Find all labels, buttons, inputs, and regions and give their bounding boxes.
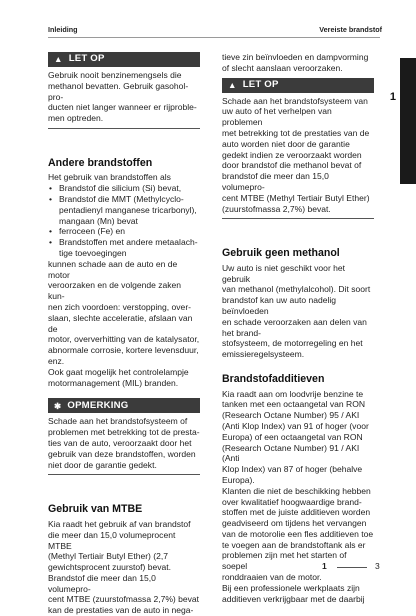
- note-line: niet door de garantie gedekt.: [48, 459, 157, 470]
- paragraph-line: tanken met een octaangetal van RON: [222, 399, 366, 410]
- paragraph-line: gewichtsprocent zuurstof) bevat.: [48, 562, 172, 573]
- paragraph-line: over kwalitatief hoogwaardige brand-: [222, 496, 362, 507]
- warning-triangle-icon: ▲: [228, 79, 237, 90]
- paragraph-line: (Anti Klop Index) van 91 of hoger (voor: [222, 420, 369, 431]
- warning-box-header: [48, 52, 200, 67]
- page-header-right: Vereiste brandstof: [319, 25, 382, 34]
- paragraph-line: slaan, slechte acceleratie, afslaan van de: [48, 312, 193, 334]
- paragraph-line: van de motorolie een fles additieven toe: [222, 528, 374, 539]
- paragraph-line: van methanol (methylalcohol). Dit soort: [222, 284, 371, 295]
- paragraph-line: nen zich voordoen: verstopping, over-: [48, 302, 192, 313]
- warning-box-header: [222, 78, 374, 93]
- fuel-list: [48, 183, 200, 259]
- section-heading-other-fuels: Andere brandstoffen: [48, 156, 153, 169]
- warning-line: methanol bevatten. Gebruik gasoholpro-: [48, 80, 189, 102]
- note-line: Schade aan het brandstofsysteem of: [48, 416, 188, 427]
- list-item: • Brandstof die silicium (Si) bevat,: [48, 183, 200, 194]
- note-line: gebruik van deze brandstoffen, worden: [48, 448, 196, 459]
- paragraph-line: en schade veroorzaken aan delen van het brand-: [222, 316, 367, 338]
- warning-line: brandstof die meer dan 15,0 volumepro-: [222, 171, 329, 192]
- paragraph-line: Bij een professionele werkplaats zijn: [222, 582, 360, 593]
- warning-line: gedekt indien ze veroorzaakt worden: [222, 149, 362, 160]
- note-box-header: [48, 398, 200, 413]
- paragraph-line: additieven verkrijgbaar met de daarbij: [222, 593, 365, 604]
- paragraph-line: Kia raadt het gebruik af van brandstof: [48, 518, 191, 529]
- paragraph-line: tieve zin beïnvloeden en dampvorming: [222, 52, 369, 62]
- paragraph-line: ronddraaien van de motor.: [222, 572, 322, 583]
- section-heading-additives: Brandstofadditieven: [222, 373, 325, 386]
- paragraph-line: Uw auto is niet geschikt voor het gebruik: [222, 262, 346, 284]
- note-body: [48, 413, 200, 475]
- section-heading-mtbe: Gebruik van MTBE: [48, 503, 143, 516]
- paragraph-line: geadviseerd om tijdens het vervangen: [222, 518, 367, 529]
- warning-triangle-icon: ▲: [54, 54, 63, 65]
- warning-line: met betrekking tot de prestaties van de: [222, 127, 370, 138]
- paragraph-line: Europa) of een octaangetal van RON: [222, 431, 363, 442]
- warning-line: auto worden niet door de garantie: [222, 138, 350, 149]
- paragraph-line: brandstof kan uw auto nadelig beïnvloeden: [222, 295, 337, 317]
- warning-line: door brandstof die methanol bevat of: [222, 160, 362, 171]
- chapter-tab-number: 1: [389, 91, 396, 103]
- paragraph-line: (Research Octane Number) 95 / AKI: [222, 410, 360, 421]
- warning-body: [222, 93, 374, 220]
- list-item: • ferroceen (Fe) en: [48, 226, 200, 237]
- paragraph-line: stoffen met de juiste additieven worden: [222, 507, 371, 518]
- paragraph-line: kunnen schade aan de auto en de motor: [48, 258, 178, 280]
- paragraph-line: kan de prestaties van de auto in nega-: [48, 605, 194, 616]
- paragraph-line: of slecht aanslaan veroorzaken.: [222, 62, 343, 73]
- warning-line: ducten niet langer wanneer er rijproble-: [48, 102, 197, 113]
- note-line: problemen met betrekking tot de presta-: [48, 427, 200, 438]
- paragraph-line: Klop Index) van 87 of hoger (behalve: [222, 464, 363, 475]
- paragraph-line: (Methyl Tertiair Butyl Ether) (2,7: [48, 551, 169, 562]
- paragraph-line: (Research Octane Number) 91 / AKI (Anti: [222, 442, 360, 464]
- paragraph-line: enz.: [48, 356, 65, 367]
- list-item: • Brandstof die MMT (Methylcyclo- pentadienyl manganese tricarbonyl), mangaan (Mn) bevat: [48, 194, 200, 226]
- paragraph-line: motormanagement (MIL) branden.: [48, 377, 179, 388]
- paragraph-line: Klanten die niet de beschikking hebben: [222, 485, 371, 496]
- paragraph-line: Brandstof die meer dan 15,0 volumepro-: [48, 572, 156, 594]
- note-star-icon: ✱: [54, 400, 62, 411]
- chapter-tab-marker: [400, 58, 416, 184]
- paragraph-line: emissieregelsysteem.: [222, 349, 305, 360]
- note-line: ties van de auto, veroorzaakt door het: [48, 438, 192, 449]
- footer-chapter-number: 1: [322, 561, 327, 571]
- right-column: [222, 52, 374, 604]
- list-item: • Brandstoffen met andere metaalach- tige toevoegingen: [48, 237, 200, 259]
- warning-line: (zuurstofmassa 2,7%) bevat.: [222, 203, 331, 214]
- paragraph-line: stofsysteem, de motorregeling en het: [222, 338, 363, 349]
- warning-body: [48, 67, 200, 129]
- paragraph-line: problemen zijn met het starten of soepel: [222, 550, 347, 572]
- warning-line: Schade aan het brandstofsysteem van: [222, 95, 368, 106]
- paragraph-line: cent MTBE (zuurstofmassa 2,7%) bevat: [48, 594, 200, 605]
- warning-title: LET OP: [68, 53, 105, 65]
- paragraph-line: Het gebruik van brandstoffen als: [48, 172, 171, 183]
- left-column: [48, 52, 200, 616]
- paragraph-line: abnormale corrosie, kortere levensduur,: [48, 345, 199, 356]
- paragraph-line: Ook gaat mogelijk het controlelampje: [48, 366, 189, 377]
- paragraph-line: motor, oververhitting van de katalysator,: [48, 334, 200, 345]
- paragraph-line: die meer dan 15,0 volumeprocent MTBE: [48, 529, 176, 551]
- header-rule: [48, 37, 380, 38]
- page-header-left: Inleiding: [48, 25, 78, 34]
- warning-line: Gebruik nooit benzinemengsels die: [48, 70, 182, 80]
- footer-page-number: 3: [375, 561, 380, 571]
- warning-line: cent MTBE (Methyl Tertiair Butyl Ether): [222, 192, 370, 203]
- footer-rule: [337, 567, 367, 568]
- paragraph-line: Europa).: [222, 474, 255, 485]
- paragraph-line: veroorzaken en de volgende zaken kun-: [48, 280, 182, 302]
- warning-title: LET OP: [242, 78, 279, 90]
- section-heading-no-methanol: Gebruik geen methanol: [222, 247, 340, 260]
- warning-line: uw auto of het verhelpen van problemen: [222, 106, 332, 128]
- warning-line: men optreden.: [48, 113, 104, 124]
- paragraph-line: te voegen aan de brandstoftank als er: [222, 539, 366, 550]
- paragraph-line: Kia raadt aan om loodvrije benzine te: [222, 388, 364, 399]
- note-title: OPMERKING: [67, 399, 129, 411]
